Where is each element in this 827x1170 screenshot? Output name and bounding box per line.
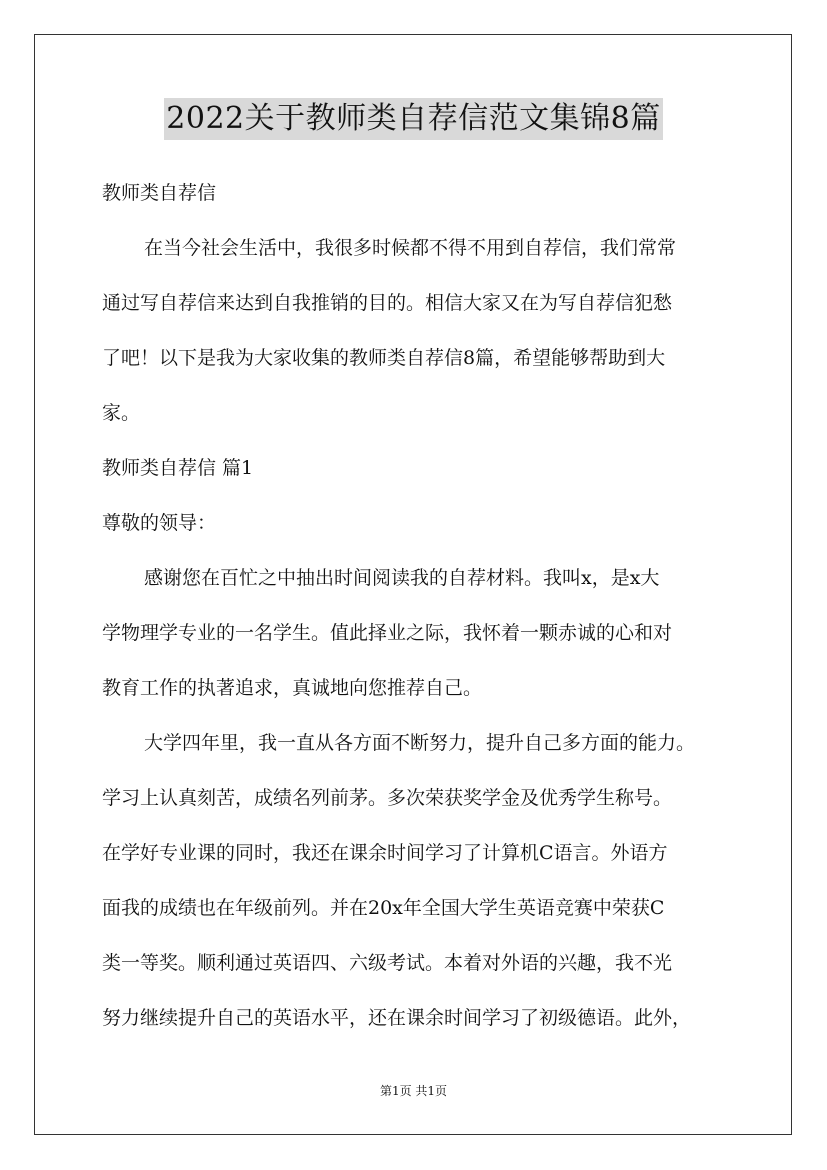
paragraph-line: 通过写自荐信来达到自我推销的目的。相信大家又在为写自荐信犯愁 <box>102 292 673 314</box>
page-number: 第1页 共1页 <box>379 1084 448 1098</box>
salutation: 尊敬的领导： <box>102 512 217 534</box>
paragraph-line: 家。 <box>102 402 141 424</box>
paragraph-line: 学物理学专业的一名学生。值此择业之际，我怀着一颗赤诚的心和对 <box>102 622 673 644</box>
document-body <box>102 166 742 1046</box>
paragraph-line: 类一等奖。顺利通过英语四、六级考试。本着对外语的兴趣，我不光 <box>102 952 673 974</box>
paragraph-line: 努力继续提升自己的英语水平，还在课余时间学习了初级德语。此外， <box>102 1007 692 1029</box>
section-heading: 教师类自荐信 篇1 <box>102 457 254 479</box>
document-title: 2022关于教师类自荐信范文集锦8篇 <box>164 98 662 140</box>
page-footer <box>0 1082 827 1100</box>
paragraph-line: 感谢您在百忙之中抽出时间阅读我的自荐材料。我叫x，是x大 <box>144 567 660 589</box>
paragraph-line: 在学好专业课的同时，我还在课余时间学习了计算机C语言。外语方 <box>102 842 668 864</box>
paragraph-line: 学习上认真刻苦，成绩名列前茅。多次荣获奖学金及优秀学生称号。 <box>102 787 673 809</box>
section-heading: 教师类自荐信 <box>102 182 217 204</box>
paragraph-line: 了吧！以下是我为大家收集的教师类自荐信8篇，希望能够帮助到大 <box>102 347 666 369</box>
paragraph-line: 大学四年里，我一直从各方面不断努力，提升自己多方面的能力。 <box>144 732 696 754</box>
paragraph-line: 教育工作的执著追求，真诚地向您推荐自己。 <box>102 677 483 699</box>
title-container <box>0 98 827 140</box>
paragraph-line: 在当今社会生活中，我很多时候都不得不用到自荐信，我们常常 <box>144 237 677 259</box>
paragraph-line: 面我的成绩也在年级前列。并在20x年全国大学生英语竞赛中荣获C <box>102 897 665 919</box>
